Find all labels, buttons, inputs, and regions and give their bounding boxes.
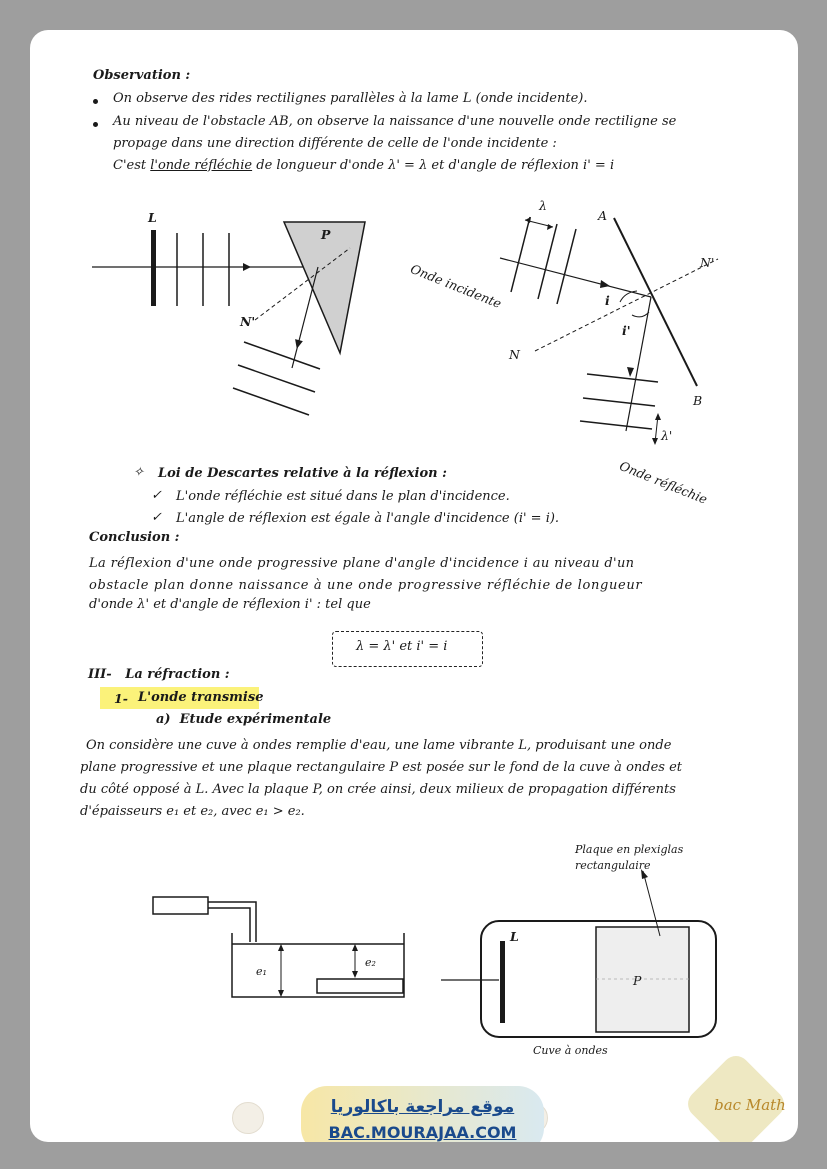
conclusion-title: Conclusion : <box>89 530 180 545</box>
observation-bullet1: On observe des rides rectilignes parallèles à la lame L (onde incidente). <box>113 91 588 106</box>
subsection-title: L'onde transmise <box>138 690 264 705</box>
fig1-label-L: L <box>148 210 157 225</box>
banner-arabic-title: موقع مراجعة باكالوريا <box>330 1097 515 1117</box>
conclusion-line2: obstacle plan donne naissance à une onde progressive réfléchie de longueur <box>89 578 643 593</box>
observation-title: Observation : <box>93 68 191 83</box>
fig1-label-N: N' <box>240 314 256 329</box>
fig3-plaque-line2: rectangulaire <box>575 859 651 872</box>
fig2-label-N: N <box>509 347 520 362</box>
fig2-label-iprime: i' <box>622 323 631 338</box>
fig2-onde-incidente: Onde incidente <box>408 261 504 312</box>
subsection-number: 1- <box>114 691 128 706</box>
fig3-label-P: P <box>633 973 642 988</box>
figure2-drawing <box>500 217 718 445</box>
figure3-side-view <box>153 897 404 997</box>
loi-item1: L'onde réfléchie est situé dans le plan d'incidence. <box>176 489 510 504</box>
observation-bullet2-line2: propage dans une direction différente de celle de l'onde incidente : <box>113 136 557 151</box>
subsubsection-title: a) Etude expérimentale <box>156 712 332 727</box>
fig2-label-A: A <box>598 208 608 223</box>
loi-title: Loi de Descartes relative à la réflexion : <box>158 466 447 481</box>
fig2-label-Nprime: N' <box>700 255 715 270</box>
reflected-ray <box>292 267 318 368</box>
fig2-label-lambdaprime: λ' <box>661 428 673 443</box>
observation-bullet2-line1: Au niveau de l'obstacle AB, on observe la naissance d'une nouvelle onde rectiligne se <box>113 114 677 129</box>
fig2-onde-reflechie: Onde réfléchie <box>617 458 710 507</box>
fig3-label-e2: e₂ <box>365 956 376 969</box>
fig1-label-P: P <box>321 227 331 242</box>
refraction-p3: du côté opposé à L. Avec la plaque P, on crée ainsi, deux milieux de propagation différents <box>80 782 676 797</box>
check-icon: ✓ <box>151 510 162 525</box>
document-page <box>30 30 798 1142</box>
figure3-top-view <box>441 869 716 1037</box>
vibreur-box <box>153 897 208 914</box>
bac-math-brand: bac Math <box>714 1096 786 1114</box>
fig3-plaque-line1: Plaque en plexiglas <box>575 843 684 856</box>
section-heading-refraction: III- La réfraction : <box>88 667 230 682</box>
fig3-label-e1: e₁ <box>256 965 267 978</box>
conclusion-line1: La réflexion d'une onde progressive plane d'angle d'incidence i au niveau d'un <box>89 556 635 571</box>
obstacle-AB <box>614 218 697 386</box>
figure1-drawing <box>92 222 365 415</box>
fig2-label-B: B <box>693 393 703 408</box>
check-icon: ✓ <box>151 488 162 503</box>
refraction-p4: d'épaisseurs e₁ et e₂, avec e₁ > e₂. <box>80 804 305 819</box>
lame-top <box>500 941 505 1023</box>
refraction-p2: plane progressive et une plaque rectangulaire P est posée sur le fond de la cuve à ondes et <box>80 760 683 775</box>
plaque-top <box>596 927 689 1032</box>
incident-ray-2 <box>500 258 651 297</box>
refraction-p1: On considère une cuve à ondes remplie d'eau, une lame vibrante L, produisant une onde <box>86 738 672 753</box>
observation-line3: C'est l'onde réfléchie de longueur d'onde λ' = λ et d'angle de réflexion i' = i <box>113 158 615 173</box>
fig2-label-lambda: λ <box>539 198 547 213</box>
conclusion-line3: d'onde λ' et d'angle de réflexion i' : tel que <box>89 597 371 612</box>
formula: λ = λ' et i' = i <box>356 639 448 654</box>
banner-site-link[interactable]: BAC.MOURAJAA.COM <box>328 1123 517 1142</box>
onde-reflechie-underlined: l'onde réfléchie <box>150 158 253 173</box>
plaque-side <box>317 979 403 993</box>
loi-item2: L'angle de réflexion est égale à l'angle d'incidence (i' = i). <box>176 511 560 526</box>
site-banner[interactable] <box>301 1086 544 1142</box>
fig2-label-i: i <box>605 293 610 308</box>
fig3-label-L: L <box>510 929 519 944</box>
left-logo-icon <box>232 1102 264 1134</box>
lame-L <box>151 230 156 306</box>
fig3-cuve-label: Cuve à ondes <box>533 1044 608 1057</box>
diamond-bullet-icon: ✧ <box>133 465 144 480</box>
